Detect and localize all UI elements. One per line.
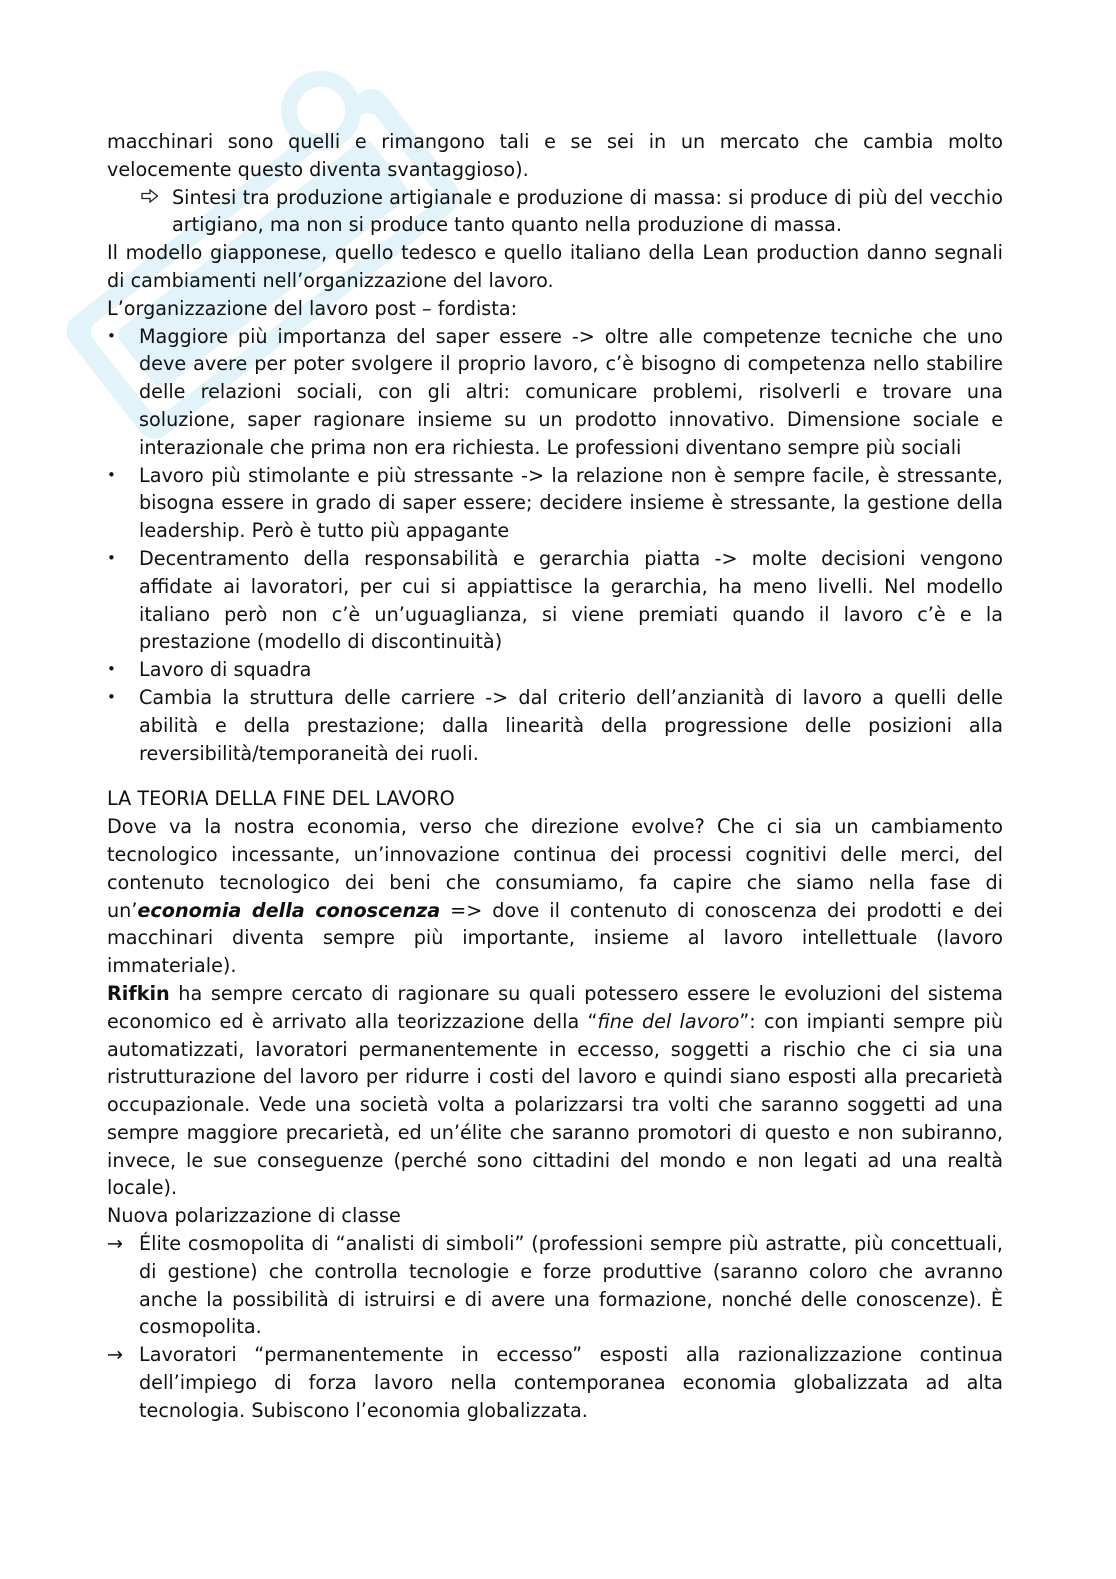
list-item (107, 684, 1003, 767)
right-arrow-icon: → (107, 1232, 124, 1256)
postfordist-label: L’organizzazione del lavoro post – fordista: (107, 296, 518, 320)
bullet-icon: • (107, 660, 116, 679)
rifkin-text-after: ”: con impianti sempre più automatizzati, lavoratori permanentemente in eccesso, soggetti a rischio che ci sia una ristrutturazione del lavoro per ridurre i costi del lavoro e quindi siano esposti alla precarietà occupazionale. Vede una società volta a polarizzarsi tra volti che saranno soggetti ad una sempre maggiore precarietà, ed un’élite che saranno promotori di questo e non subiranno, invece, le sue conseguenze (perché sono cittadini del mondo e non legati ad una realtà locale). (107, 1009, 1003, 1200)
rifkin-italic: fine del lavoro (597, 1009, 740, 1033)
outlined-arrow-icon (141, 184, 172, 240)
bullet-icon: • (107, 326, 116, 345)
list-item-text: Lavoro più stimolante e più stressante -> la relazione non è sempre facile, è stressante, bisogna essere in grado di saper essere; decidere insieme è stressante, la gestione della leadership. Però è tutto più appagante (139, 463, 1003, 543)
knowledge-economy-paragraph (107, 813, 1003, 980)
rifkin-paragraph (107, 980, 1003, 1202)
list-item (107, 462, 1003, 545)
list-item (107, 656, 1003, 684)
sub-point (141, 184, 1003, 240)
knowledge-emphasis: economia della conoscenza (137, 898, 441, 922)
section-title: LA TEORIA DELLA FINE DEL LAVORO (107, 787, 455, 811)
polarization-label: Nuova polarizzazione di classe (107, 1204, 401, 1228)
list-item-text: Lavoro di squadra (139, 658, 312, 682)
list-item (107, 1341, 1003, 1424)
knowledge-text-after: => dove il contenuto di conoscenza dei prodotti e dei macchinari diventa sempre più importante, insieme al lavoro intellettuale (lavoro immateriale). (107, 898, 1003, 978)
models-paragraph: Il modello giapponese, quello tedesco e quello italiano della Lean production danno segnali di cambiamenti nell’organizzazione del lavoro. (107, 241, 1003, 292)
bullet-icon: • (107, 465, 116, 484)
rifkin-text-before: ha sempre cercato di ragionare su quali potessero essere le evoluzioni del sistema economico ed è arrivato alla teorizzazione della “ (107, 981, 1003, 1033)
list-item (107, 545, 1003, 656)
postfordist-bullet-list (107, 323, 1003, 768)
bullet-icon: • (107, 687, 116, 706)
rifkin-name: Rifkin (107, 981, 170, 1005)
list-item (107, 1230, 1003, 1341)
sub-point-text: Sintesi tra produzione artigianale e produzione di massa: si produce di più del vecchio artigiano, ma non si produce tanto quanto nella produzione di massa. (172, 185, 1003, 237)
list-item-text: Élite cosmopolita di “analisti di simboli” (professioni sempre più astratte, più concettuali, di gestione) che controlla tecnologie e forze produttive (saranno coloro che avranno anche la possibilità di istruirsi e di avere una formazione, nonché delle conoscenze). È cosmopolita. (139, 1232, 1003, 1339)
intro-paragraph: macchinari sono quelli e rimangono tali e se sei in un mercato che cambia molto velocemente questo diventa svantaggioso). (107, 130, 1003, 181)
right-arrow-icon: → (107, 1343, 124, 1367)
knowledge-text-before: Dove va la nostra economia, verso che direzione evolve? Che ci sia un cambiamento tecnologico incessante, un’innovazione continua dei processi cognitivi delle merci, del contenuto tecnologico dei beni che consumiamo, fa capire che siamo nella fase di un’ (107, 815, 1003, 922)
list-item-text: Cambia la struttura delle carriere -> dal criterio dell’anzianità di lavoro a quelli delle abilità e della prestazione; dalla linearità della progressione delle posizioni alla reversibilità/temporaneità dei ruoli. (139, 685, 1003, 765)
list-item-text: Decentramento della responsabilità e gerarchia piatta -> molte decisioni vengono affidate ai lavoratori, per cui si appiattisce la gerarchia, ha meno livelli. Nel modello italiano però non c’è un’uguaglianza, si viene premiati quando il lavoro c’è e la prestazione (modello di discontinuità) (139, 546, 1003, 654)
polarization-arrow-list (107, 1230, 1003, 1425)
list-item-text: Lavoratori “permanentemente in eccesso” esposti alla razionalizzazione continua dell’impiego di forza lavoro nella contemporanea economia globalizzata ad alta tecnologia. Subiscono l’economia globalizzata. (139, 1343, 1003, 1422)
document-body (107, 128, 1003, 1425)
list-item (107, 323, 1003, 462)
bullet-icon: • (107, 548, 116, 567)
list-item-text: Maggiore più importanza del saper essere -> oltre alle competenze tecniche che uno deve avere per poter svolgere il proprio lavoro, c’è bisogno di competenza nello stabilire delle relazioni sociali, con gli altri: comunicare problemi, risolverli e trovare una soluzione, saper ragionare insieme su un prodotto innovativo. Dimensione sociale e interazionale che prima non era richiesta. Le professioni diventano sempre più sociali (139, 324, 1003, 459)
